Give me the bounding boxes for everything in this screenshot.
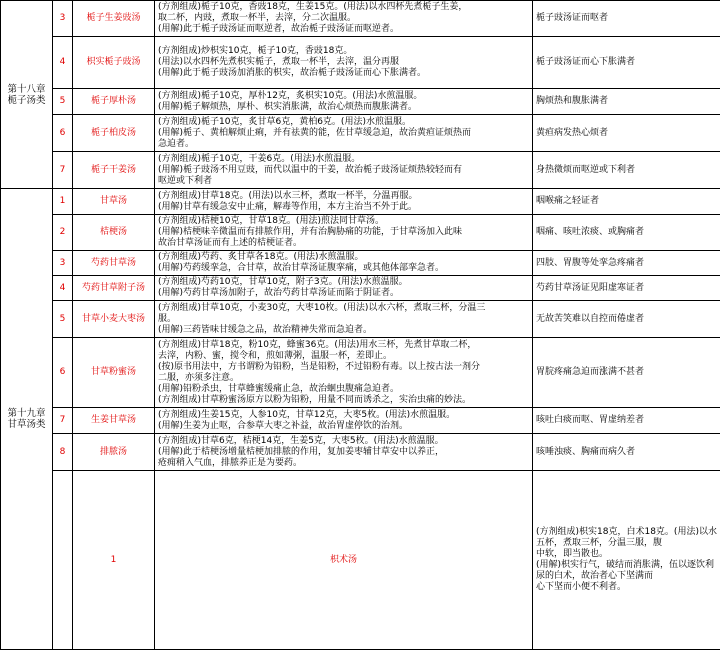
row-number: 5: [53, 301, 73, 338]
table-row: [1, 89, 720, 115]
indication: 黄疸病发热心烦者: [533, 115, 720, 152]
formula-description: [155, 408, 533, 434]
desc-line: 呕逆或下利者: [158, 176, 529, 187]
indication: 胃脘疼痛急迫而涨满不甚者: [533, 338, 720, 408]
desc-line: 取二杯，内豉，煮取一杯半，去滓，分二次温服。: [158, 13, 529, 24]
formula-name: 栀子干姜汤: [73, 152, 155, 189]
row-number: 1: [53, 189, 73, 215]
desc-line: (用解)甘草有缓急安中止痛，解毒等作用，本方主治当不外于此。: [158, 202, 529, 213]
desc-line: (方剂组成)芍药10克，甘草10克，附子3克。(用法)水煎温服。: [158, 277, 529, 288]
row-number: 8: [53, 434, 73, 471]
desc-line: 急迫者。: [158, 139, 529, 150]
formula-name: 排脓汤: [73, 434, 155, 471]
formula-description: [155, 37, 533, 89]
desc-line: (方剂组成)生姜15克，人参10克，甘草12克，大枣5枚。(用法)水煎温服。: [158, 410, 529, 421]
table-row: [1, 301, 720, 338]
table-row: [1, 434, 720, 471]
chapter-label: [53, 471, 73, 650]
indication: 咽痛、咳吐浓痰、或胸痛者: [533, 215, 720, 251]
indication: 身热微烦而呕逆或下利者: [533, 152, 720, 189]
table-row: [1, 152, 720, 189]
row-number: 3: [53, 251, 73, 276]
formula-description: [155, 152, 533, 189]
formula-name: 枳术汤: [155, 471, 533, 650]
row-number: 2: [53, 215, 73, 251]
formula-description: [533, 471, 720, 650]
formula-name: 桔梗汤: [73, 215, 155, 251]
indication: 无故苦笑难以自控而倦虚者: [533, 301, 720, 338]
desc-line: (用解)三药皆味甘缓急之品，故治精神失常而急迫者。: [158, 325, 529, 336]
indication: 胸烦热和腹胀满者: [533, 89, 720, 115]
desc-line: (用解)铅粉杀虫，甘草蜂蜜缓痛止急，故治蛔虫腹痛急迫者。: [158, 384, 529, 395]
table-row: [1, 408, 720, 434]
indication: 芍药甘草汤证见阳虚寒证者: [533, 276, 720, 301]
formula-name: 栀子厚朴汤: [73, 89, 155, 115]
desc-line: (用解)桔梗味辛微温而有排脓作用，并有治胸胁痛的功能，于甘草汤加入此味: [158, 227, 529, 238]
desc-line: (用解)此于桔梗汤增量桔梗加排脓的作用，复加姜枣辅甘草安中以养正，: [158, 447, 529, 458]
row-number: 4: [53, 276, 73, 301]
formula-description: [155, 251, 533, 276]
table-row: [1, 189, 720, 215]
desc-line: (方剂组成)甘草6克，桔梗14克，生姜5克，大枣5枚。(用法)水煎温服。: [158, 436, 529, 447]
formula-description: [155, 1, 533, 37]
desc-line: (方剂组成)栀子10克，干姜6克。(用法)水煎温服。: [158, 154, 529, 165]
row-number: 1: [73, 471, 155, 650]
desc-line: (用解)生姜为止呕，合参草大枣之补益，故治胃虚停饮的治剂。: [158, 421, 529, 432]
row-number: 7: [53, 408, 73, 434]
formula-name: 生姜甘草汤: [73, 408, 155, 434]
indication: 咳吐白痰而呕、胃虚纳差者: [533, 408, 720, 434]
desc-line: (用解)栀子豉汤不用豆豉，而代以温中的干姜，故治栀子豉汤证烦热较轻而有: [158, 165, 529, 176]
formula-name: 甘草粉蜜汤: [73, 338, 155, 408]
desc-line: (方剂组成)炒枳实10克，栀子10克，香豉18克。: [158, 46, 529, 57]
table-row: [1, 251, 720, 276]
desc-line: (用解)枳实行气，破结而消胀满，伍以逐饮利尿的白术，故治者心下坚满而: [536, 560, 717, 582]
desc-line: (用解)芍药缓挛急，合甘草，故治甘草汤证腹挛痛，或其他体部挛急者。: [158, 263, 529, 274]
table-row: [1, 471, 720, 650]
desc-line: (用解)栀子、黄柏解烦止痢，并有祛黄的能，佐甘草缓急迫，故治黄疸证烦热而: [158, 128, 529, 139]
row-number: 6: [53, 115, 73, 152]
desc-line: 心下坚而小便不利者。: [536, 582, 717, 593]
desc-line: (方剂组成)甘草18克。(用法)以水三杯，煮取一杯半，分温再服。: [158, 191, 529, 202]
table-row: [1, 115, 720, 152]
formula-description: [155, 189, 533, 215]
desc-line: 去滓，内粉、蜜，搅令和，煎如薄粥，温服一杯，差即止。: [158, 351, 529, 362]
formula-name: 栀子生姜豉汤: [73, 1, 155, 37]
indication: 四肢、胃腹等处挛急疼痛者: [533, 251, 720, 276]
table-row: [1, 338, 720, 408]
formula-name: 芍药甘草附子汤: [73, 276, 155, 301]
desc-line: (用解)此于栀子豉汤加消胀的枳实，故治栀子豉汤证而心下胀满者。: [158, 68, 529, 79]
formula-description: [155, 434, 533, 471]
chapter-label: 第十八章 栀子汤类: [1, 1, 53, 189]
formula-name: 栀子柏皮汤: [73, 115, 155, 152]
desc-line: (方剂组成)栀子10克，炙甘草6克，黄柏6克。(用法)水煎温服。: [158, 117, 529, 128]
table-row: [1, 215, 720, 251]
desc-line: 故治甘草汤证而有上述的桔梗证者。: [158, 238, 529, 249]
indication: 咽喉痛之轻证者: [533, 189, 720, 215]
formula-name: 甘草汤: [73, 189, 155, 215]
formula-description: [155, 301, 533, 338]
formula-name: 甘草小麦大枣汤: [73, 301, 155, 338]
indication: 咳唾浊痰、胸痛而病久者: [533, 434, 720, 471]
table-row: [1, 276, 720, 301]
row-number: 5: [53, 89, 73, 115]
formula-name: 芍药甘草汤: [73, 251, 155, 276]
desc-line: (用法)以水四杯先煮枳实栀子，煮取一杯半，去滓，温分再服: [158, 57, 529, 68]
table-row: [1, 1, 720, 37]
desc-line: (方剂组成)枳实18克，白术18克。(用法)以水五杯，煮取三杯，分温三服，腹: [536, 527, 717, 549]
row-number: 7: [53, 152, 73, 189]
formula-description: [155, 338, 533, 408]
desc-line: 疮痈稍入气血，排脓养正是为要药。: [158, 458, 529, 469]
desc-line: 中软，即当散也。: [536, 549, 717, 560]
formula-description: [155, 276, 533, 301]
desc-line: (方剂组成)甘草粉蜜汤原方以粉为铅粉，用量不同而诱杀之，实治虫痛的妙法。: [158, 395, 529, 406]
desc-line: 服。: [158, 314, 529, 325]
desc-line: 二服，亦须多注意。: [158, 373, 529, 384]
desc-line: (方剂组成)甘草10克，小麦30克，大枣10枚。(用法)以水六杯，煮取三杯，分温三: [158, 303, 529, 314]
desc-line: (用解)芍药甘草汤加附子，故治芍药甘草汤证而陷于阴证者。: [158, 288, 529, 299]
table-row: [1, 37, 720, 89]
row-number: 4: [53, 37, 73, 89]
formula-description: [155, 89, 533, 115]
formula-name: 枳实栀子豉汤: [73, 37, 155, 89]
desc-line: (方剂组成)甘草18克，粉10克，蜂蜜36克。(用法)用水三杯，先煮甘草取二杯，: [158, 340, 529, 351]
desc-line: (方剂组成)栀子10克，香豉18克，生姜15克。(用法)以水四杯先煮栀子生姜，: [158, 2, 529, 13]
row-number: 3: [53, 1, 73, 37]
chapter-label: 第十九章 甘草汤类: [1, 189, 53, 650]
desc-line: (方剂组成)芍药、炙甘草各18克。(用法)水煎温服。: [158, 252, 529, 263]
indication: 栀子豉汤证而呕者: [533, 1, 720, 37]
formula-description: [155, 115, 533, 152]
desc-line: (方剂组成)栀子10克，厚朴12克，炙枳实10克。(用法)水煎温服。: [158, 91, 529, 102]
desc-line: (用解)栀子解烦热，厚朴、枳实消胀满，故治心烦热而腹胀满者。: [158, 102, 529, 113]
desc-line: (用解)此于栀子豉汤证而呕逆者，故治栀子豉汤证而呕逆者。: [158, 24, 529, 35]
desc-line: (方剂组成)桔梗10克，甘草18克。(用法)煎法同甘草汤。: [158, 216, 529, 227]
formula-description: [155, 215, 533, 251]
row-number: 6: [53, 338, 73, 408]
desc-line: (按)原书用法中，方书谓粉为铅粉，当是铅粉，不过铅粉有毒。以上按古法一剂分: [158, 362, 529, 373]
indication: 栀子豉汤证而心下胀满者: [533, 37, 720, 89]
